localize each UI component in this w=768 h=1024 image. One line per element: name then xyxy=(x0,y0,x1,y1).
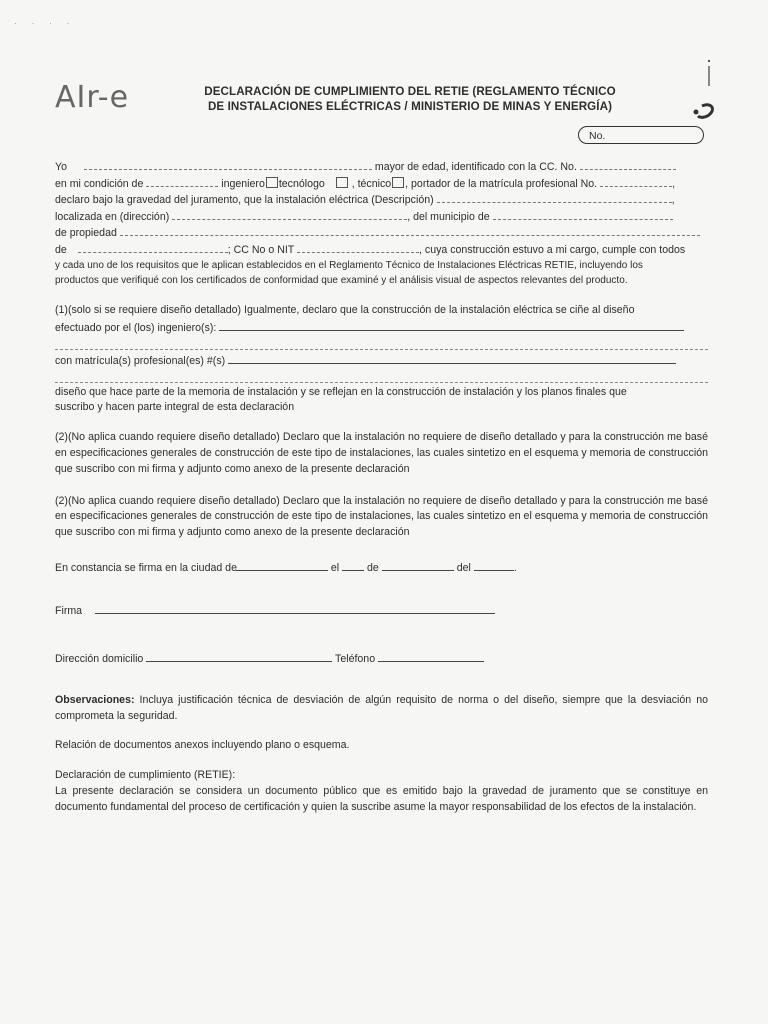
city-field[interactable] xyxy=(236,559,328,571)
title-line-2: DE INSTALACIONES ELÉCTRICAS / MINISTERIO DE MINAS Y ENERGÍA) xyxy=(207,100,613,113)
form-line-5 xyxy=(55,224,708,241)
label-del: del xyxy=(456,561,471,574)
form-line-2: en mi condición de ingeniero tecnólogo , técnico , portador de la matrícula profesional No. , xyxy=(55,175,708,192)
section1-line1: (1)(solo si se requiere diseño detallado) Igualmente, declaro que la construcción de la instalación eléctrica se ciñe al diseño xyxy=(55,304,635,317)
signature-field[interactable] xyxy=(95,602,495,614)
nit-field[interactable] xyxy=(297,241,419,253)
condition-field[interactable] xyxy=(146,175,218,187)
label-propiedad: de propiedad xyxy=(55,227,117,240)
observations-text: Incluya justificación técnica de desviación de algún requisito de norma o del diseño, siempre que la desviación no comprometa la seguridad. xyxy=(55,693,709,722)
form-line-6 xyxy=(55,241,708,258)
air-e-logo xyxy=(55,80,165,112)
address-field[interactable] xyxy=(172,208,407,220)
label-ingeniero: ingeniero xyxy=(221,177,265,190)
label-direccion: localizada en (dirección) xyxy=(55,210,170,223)
ministry-logo xyxy=(690,60,718,122)
label-municipio: , del municipio de xyxy=(407,210,490,223)
form-line-4 xyxy=(55,208,708,225)
document-title xyxy=(190,84,630,114)
owner-name-field[interactable] xyxy=(78,241,228,253)
cc-field[interactable] xyxy=(580,158,676,170)
signature-line xyxy=(55,602,708,619)
label-construccion: , cuya construcción estuvo a mi cargo, cumple con todos xyxy=(419,243,686,256)
number-label: No. xyxy=(589,130,606,142)
form-line-1 xyxy=(55,158,708,175)
owner-field[interactable] xyxy=(120,224,700,236)
requirements-text xyxy=(55,258,708,290)
section1-line3: con matrícula(s) profesional(es) #(s) xyxy=(55,354,226,367)
label-ciudad: En constancia se firma en la ciudad de xyxy=(55,561,237,574)
label-domicilio: Dirección domicilio xyxy=(55,653,144,666)
label-yo: Yo xyxy=(55,161,67,173)
matricula-extra-line[interactable] xyxy=(55,368,708,383)
municipality-field[interactable] xyxy=(493,208,673,220)
label-tecnico: , técnico xyxy=(351,177,392,190)
label-el: el xyxy=(330,561,340,574)
declaration-text: La presente declaración se considera un documento público que es emitido bajo la gravedad de juramento que se constituye en documento fundamental del proceso de certificación y quien la suscribe asume la mayor responsabilidad de los efectos de la instalación. xyxy=(55,784,708,813)
declaration-title: Declaración de cumplimiento (RETIE): xyxy=(55,769,236,782)
tecnico-checkbox[interactable] xyxy=(392,177,404,188)
label-firma: Firma xyxy=(55,604,83,617)
name-field[interactable] xyxy=(84,158,372,170)
section1-line2: efectuado por el (los) ingeniero(s): xyxy=(55,321,217,334)
section-1 xyxy=(55,303,708,416)
ingeniero-checkbox[interactable] xyxy=(266,177,278,188)
day-field[interactable] xyxy=(342,559,364,571)
phone-field[interactable] xyxy=(378,650,484,662)
declaration-block xyxy=(55,768,708,815)
section-3: (2)(No aplica cuando requiere diseño detallado) Declaro que la instalación no requiere de diseño detallado y para la construcción me basé en especificaciones generales de construcción de este tipo de instalaciones, las cuales sintetizo en el esquema y memoria de construcción que suscribo con mi firma y adjunto como anexo de la presente declaración xyxy=(55,494,708,539)
year-field[interactable] xyxy=(474,559,514,571)
home-address-field[interactable] xyxy=(146,650,332,662)
label-matricula: , portador de la matrícula profesional No. xyxy=(405,177,598,190)
form-line-3: declaro bajo la gravedad del juramento, que la instalación eléctrica (Descripción) , xyxy=(55,191,708,208)
svg-text:AIr-e: AIr-e xyxy=(55,80,130,112)
tecnologo-checkbox[interactable] xyxy=(336,177,348,188)
section-2: (2)(No aplica cuando requiere diseño detallado) Declaro que la instalación no requiere de diseño detallado y para la construcción me basé en especificaciones generales de construcción de este tipo de instalaciones, las cuales sintetizo en el esquema y memoria de construcción que suscribo con mi firma y adjunto como anexo de la presente declaración xyxy=(55,431,708,475)
engineer-field[interactable] xyxy=(219,319,684,331)
form-body xyxy=(55,158,708,815)
ministry-emblem-icon xyxy=(690,60,718,122)
requirements-line-2: productos que verifiqué con los certificados de conformidad que examiné y el análisis visual de aspectos relevantes del producto. xyxy=(55,275,628,287)
title-line-1: DECLARACIÓN DE CUMPLIMIENTO DEL RETIE (REGLAMENTO TÉCNICO xyxy=(204,85,616,98)
section1-closing1: diseño que hace parte de la memoria de instalación y se reflejan en la construcción de instalación y los planos finales que xyxy=(55,385,627,398)
annexes-text: Relación de documentos anexos incluyendo plano o esquema. xyxy=(55,739,350,752)
address-phone-line xyxy=(55,650,708,667)
label-nit: ; CC No o NIT xyxy=(227,243,295,256)
observations-label: Observaciones: xyxy=(55,693,135,706)
requirements-line-1: y cada uno de los requisitos que le aplican establecidos en el Reglamento Técnico de Instalaciones Eléctricas RETIE, incluyendo los xyxy=(55,259,643,271)
label-telefono: Teléfono xyxy=(335,653,376,666)
engineer-extra-line[interactable] xyxy=(55,335,708,350)
description-field[interactable] xyxy=(437,191,672,203)
number-field[interactable] xyxy=(578,126,704,144)
month-field[interactable] xyxy=(382,559,454,571)
label-de: de xyxy=(55,243,67,256)
section1-closing2: suscribo y hacen parte integral de esta declaración xyxy=(55,401,295,414)
label-cc: mayor de edad, identificado con la CC. No. xyxy=(374,161,577,173)
label-condicion: en mi condición de xyxy=(55,177,144,190)
label-de-month: de xyxy=(367,561,379,574)
observations xyxy=(55,693,708,725)
label-descripcion: declaro bajo la gravedad del juramento, que la instalación eléctrica (Descripción) xyxy=(55,194,434,207)
matricula-field[interactable] xyxy=(600,175,672,187)
signing-city-line: En constancia se firma en la ciudad de el de del . xyxy=(55,559,708,576)
engineer-matricula-field[interactable] xyxy=(228,352,676,364)
scan-artifact: · · · · xyxy=(14,18,76,28)
label-tecnologo: tecnólogo xyxy=(278,177,325,190)
